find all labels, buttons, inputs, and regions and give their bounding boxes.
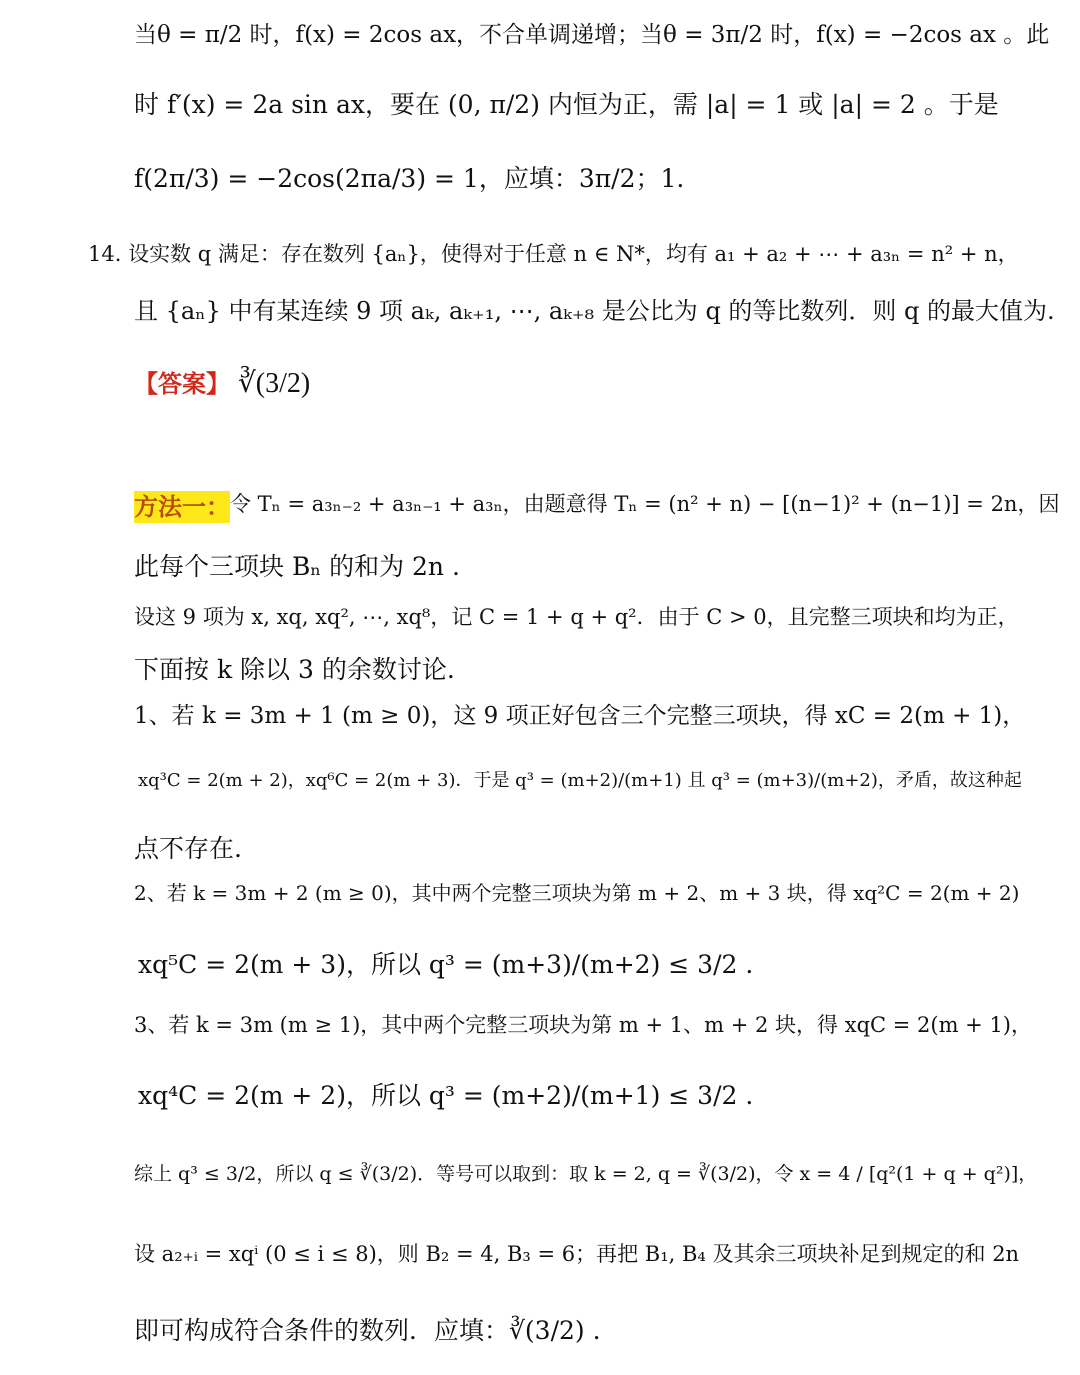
problem-14-line-1: 14. 设实数 q 满足：存在数列 {aₙ}，使得对于任意 n ∈ N*，均有 a₁ + a₂ + ⋯ + a₃ₙ = n² + n， [88, 242, 1019, 266]
line-2: f(2π/3) = −2cos(2πa/3) = 1，应填：3π/2；1. [134, 164, 685, 193]
case-1-line-3: 点不存在. [134, 834, 242, 863]
method-label: 方法一： [134, 493, 230, 521]
answer-value: ∛(3/2) [237, 368, 311, 399]
case-2-line-2: xq⁵C = 2(m + 3)，所以 q³ = (m+3)/(m+2) ≤ 3/2 . [138, 950, 754, 979]
method-line-4: 下面按 k 除以 3 的余数讨论. [134, 655, 455, 684]
summary-line-1: 综上 q³ ≤ 3/2，所以 q ≤ ∛(3/2)．等号可以取到：取 k = 2, q = ∛(3/2)，令 x = 4 / [q²(1 + q + q²)]， [134, 1163, 1038, 1185]
summary-line-3: 即可构成符合条件的数列．应填：∛(3/2) . [134, 1316, 601, 1345]
method-label-row [134, 494, 230, 519]
problem-14-line-2: 且 {aₙ} 中有某连续 9 项 aₖ, aₖ₊₁, ⋯, aₖ₊₈ 是公比为 q 的等比数列．则 q 的最大值为. [134, 297, 1055, 325]
line-0: 当θ = π/2 时，f(x) = 2cos ax，不合单调递增；当θ = 3π/2 时，f(x) = −2cos ax 。此 [134, 22, 1050, 48]
case-1-line-2: xq³C = 2(m + 2)，xq⁶C = 2(m + 3)．于是 q³ = (m+2)/(m+1) 且 q³ = (m+3)/(m+2)，矛盾，故这种起 [138, 770, 1022, 791]
answer-label: 【答案】 [134, 370, 230, 398]
summary-line-2: 设 a₂₊ᵢ = xqⁱ (0 ≤ i ≤ 8)，则 B₂ = 4, B₃ = 6；再把 B₁, B₄ 及其余三项块补足到规定的和 2n [134, 1242, 1020, 1266]
case-3-line-1: 3、若 k = 3m (m ≥ 1)，其中两个完整三项块为第 m + 1、m + 2 块，得 xqC = 2(m + 1)， [134, 1013, 1032, 1037]
answer-row [134, 370, 310, 398]
method-line-2: 此每个三项块 Bₙ 的和为 2n . [134, 552, 460, 581]
method-line-3: 设这 9 项为 x, xq, xq², ⋯, xq⁸，记 C = 1 + q + q²．由于 C > 0，且完整三项块和均为正， [134, 605, 1019, 629]
line-1: 时 f′(x) = 2a sin ax，要在 (0, π/2) 内恒为正，需 |a| = 1 或 |a| = 2 。于是 [134, 90, 999, 119]
case-3-line-2: xq⁴C = 2(m + 2)，所以 q³ = (m+2)/(m+1) ≤ 3/2 . [138, 1081, 754, 1110]
method-line-1: 令 Tₙ = a₃ₙ₋₂ + a₃ₙ₋₁ + a₃ₙ，由题意得 Tₙ = (n² + n) − [(n−1)² + (n−1)] = 2n，因 [230, 492, 1060, 516]
case-1-line-1: 1、若 k = 3m + 1 (m ≥ 0)，这 9 项正好包含三个完整三项块，得 xC = 2(m + 1)， [134, 703, 1026, 729]
case-2-line-1: 2、若 k = 3m + 2 (m ≥ 0)，其中两个完整三项块为第 m + 2、m + 3 块，得 xq²C = 2(m + 2) [134, 881, 1020, 905]
